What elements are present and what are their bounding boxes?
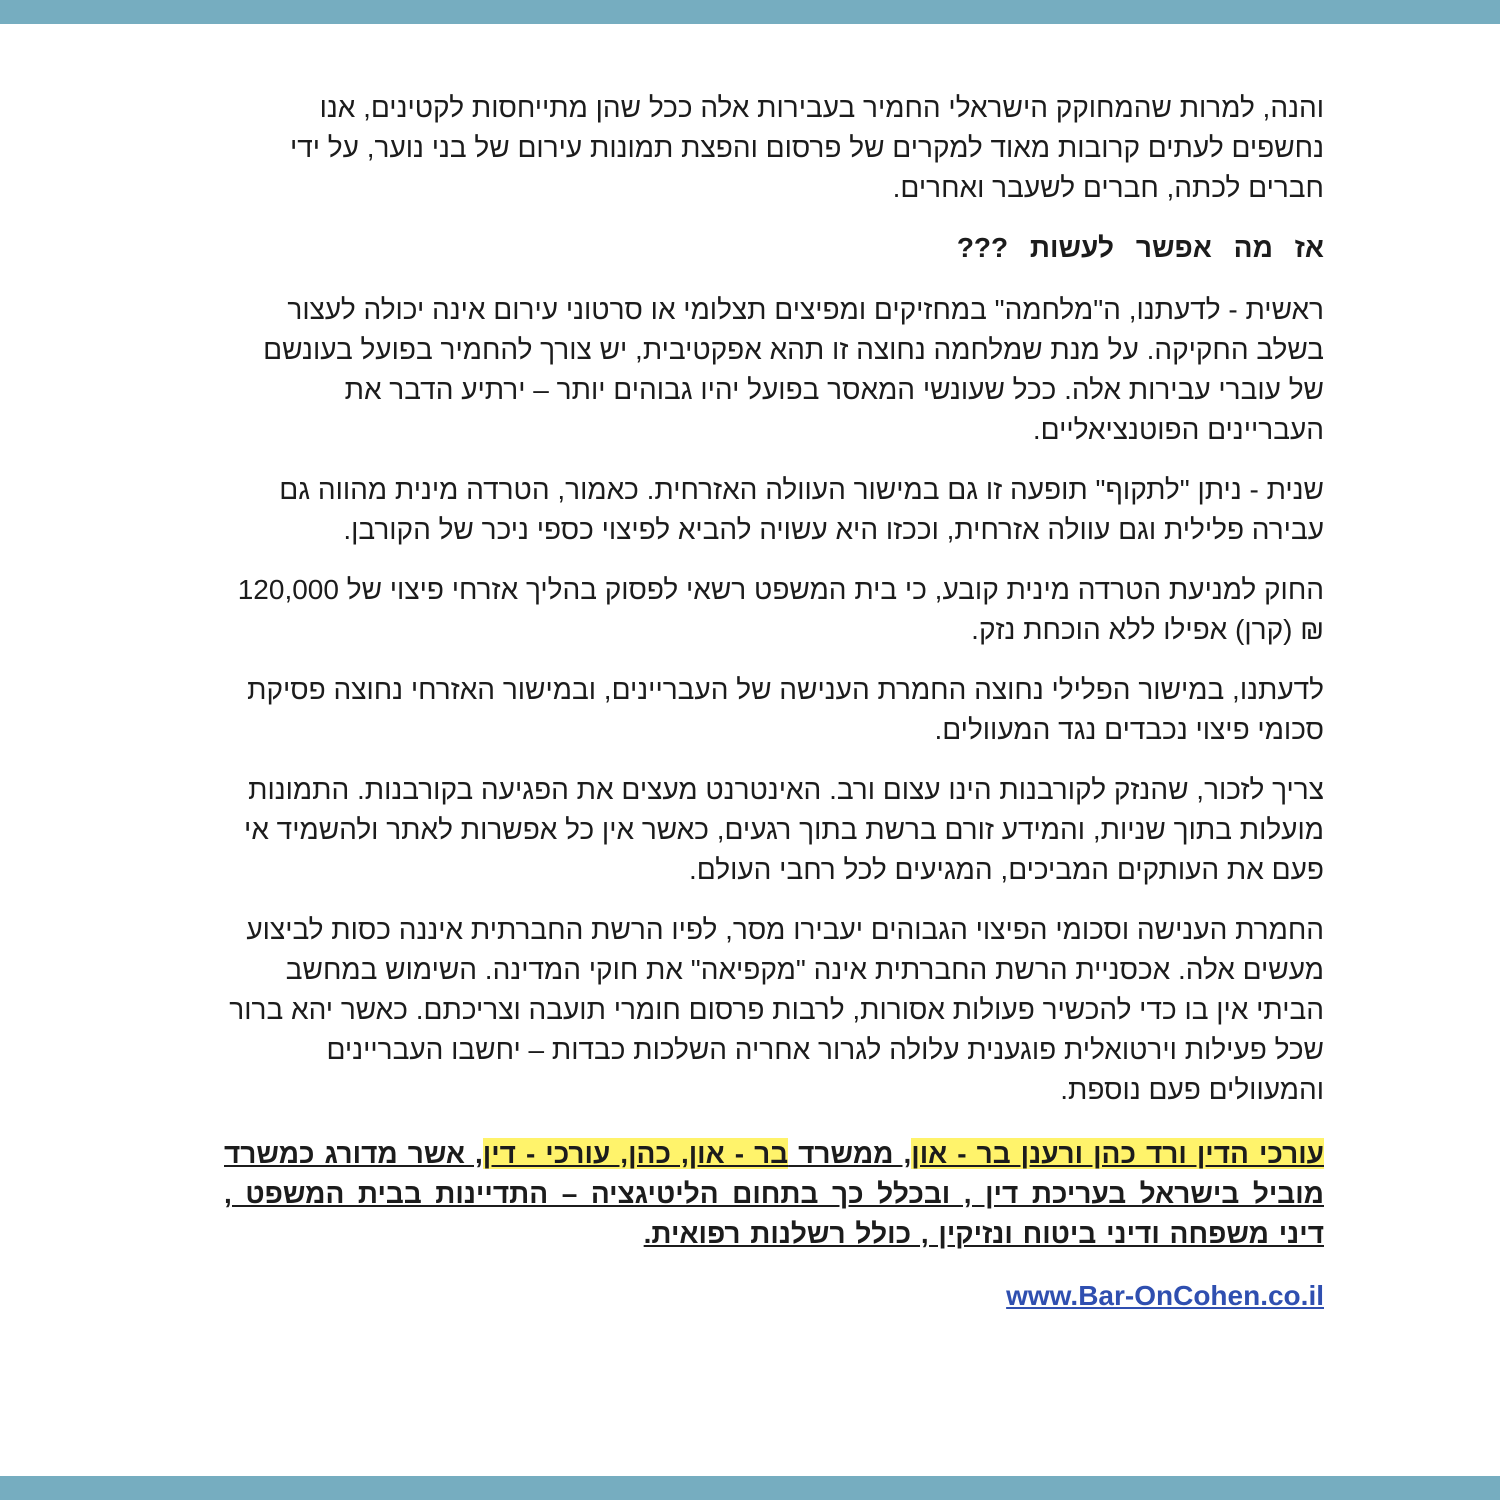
website-link[interactable]: www.Bar-OnCohen.co.il [1006,1280,1324,1311]
paragraph-damage: צריך לזכור, שהנזק לקורבנות הינו עצום ורב. האינטרנט מעצים את הפגיעה בקורבנות. התמונות מועלות בתוך שניות, והמידע זורם ברשת בתוך רגעים, כאשר אין כל אפשרות לאתר ולהשמיד אי פעם את העותקים המביכים, המגיעים לכל רחבי העולם. [244,774,1324,885]
bottom-frame-bar [0,1476,1500,1500]
firm-credit-description: , אשר מדורג כמשרד מוביל בישראל בעריכת דין , ובכלל כך בתחום הליטיגציה – התדיינות בבית המשפט , דיני משפחה ודיני ביטוח ונזיקין , כולל רשלנות רפואית. [224,1138,1324,1249]
document-body [224,88,1324,1316]
firm-credit-connector: , ממשרד [788,1138,912,1169]
paragraph-intro: והנה, למרות שהמחוקק הישראלי החמיר בעבירות אלה ככל שהן מתייחסות לקטינים, אנו נחשפים לעתים קרובות מאוד למקרים של פרסום והפצת תמונות עירום של בני נוער, על ידי חברים לכתה, חברים לשעבר ואחרים. [289,92,1324,203]
top-frame-bar [0,0,1500,24]
paragraph-law: החוק למניעת הטרדה מינית קובע, כי בית המשפט רשאי לפסוק בהליך אזרחי פיצוי של 120,000 ₪ (קרן) אפילו ללא הוכחת נזק. [237,574,1324,645]
paragraph-first: ראשית - לדעתנו, ה"מלחמה" במחזיקים ומפיצים תצלומי או סרטוני עירום אינה יכולה לעצור בשלב החקיקה. על מנת שמלחמה נחוצה זו תהא אפקטיבית, יש צורך להחמיר בפועל בעונשם של עוברי עבירות אלה. ככל שעונשי המאסר בפועל יהיו גבוהים יותר – ירתיע הדבר את העבריינים הפוטנציאליים. [263,294,1324,445]
paragraph-opinion: לדעתנו, במישור הפלילי נחוצה החמרת הענישה של העבריינים, ובמישור האזרחי נחוצה פסיקת סכומי פיצוי נכבדים נגד המעוולים. [247,674,1324,745]
paragraph-second: שנית - ניתן "לתקוף" תופעה זו גם במישור העוולה האזרחית. כאמור, הטרדה מינית מהווה גם עבירה פלילית וגם עוולה אזרחית, וככזו היא עשויה להביא לפיצוי כספי ניכר של הקורבן. [279,474,1324,545]
section-heading: אז מה אפשר לעשות ??? [956,232,1324,263]
firm-credit [224,1134,1324,1254]
lawyers-names-highlight: עורכי הדין ורד כהן ורענן בר - און [911,1138,1324,1169]
firm-name-highlight: בר - און, כהן, עורכי - דין [482,1138,789,1169]
paragraph-conclusion: החמרת הענישה וסכומי הפיצוי הגבוהים יעבירו מסר, לפיו הרשת החברתית איננה כסות לביצוע מעשים אלה. אכסניית הרשת החברתית אינה "מקפיאה" את חוקי המדינה. השימוש במחשב הביתי אין בו כדי להכשיר פעולות אסורות, לרבות פרסום חומרי תועבה וצריכתם. כאשר יהא ברור שכל פעילות וירטואלית פוגענית עלולה לגרור אחריה השלכות כבדות – יחשבו העבריינים והמעוולים פעם נוספת. [229,914,1324,1105]
